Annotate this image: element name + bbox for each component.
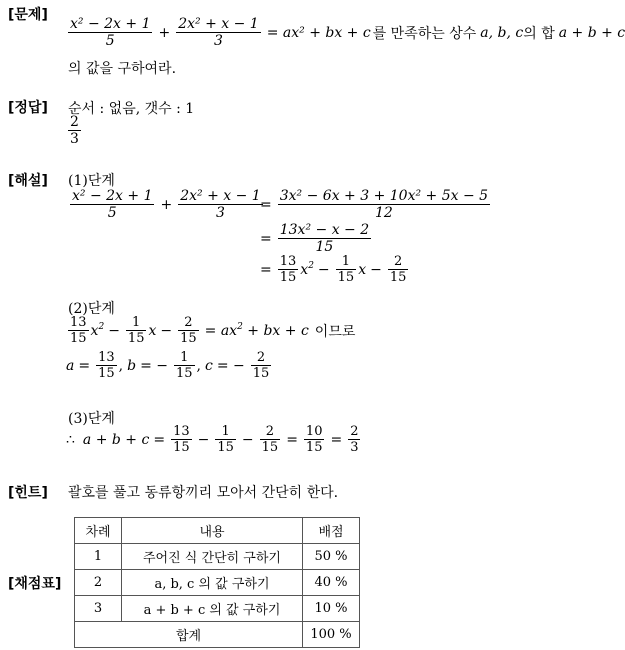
step-1-result-3: = $\frac{13}{15}$ $x^2$ − $\frac{1}{15}$ x − $\frac{2}{15}$ [260,254,407,285]
answer-label: [정답] [8,100,48,116]
problem-label: [문제] [8,7,48,23]
hint-text: 괄호를 풀고 동류항끼리 모아서 간단히 한다. [68,485,339,501]
problem-rhs: = ax² + bx + c [266,24,371,41]
table-row: 1 주어진 식 간단히 구하기 50 % [75,544,360,570]
table-total-row: 합계 100 % [75,622,360,648]
step-2-label: (2)단계 [68,301,115,317]
rubric-label: [채점표] [8,576,62,592]
problem-fraction-2: $\frac{\text{2x² + x − 1}}{3}$ [178,16,259,49]
answer-meta: 순서 : 없음, 갯수 : 1 [68,101,195,117]
rubric-table [74,517,360,648]
answer-value: $\frac{2}{3}$ [70,114,79,147]
problem-fraction-1: $\frac{\text{x² − 2x + 1}}{5}$ [70,16,151,49]
step-2-equation: $\frac{13}{15}$ $x^2$ − $\frac{1}{15}$ x − $\frac{2}{15}$ = $ax^2$ + bx + c 이므로 [70,315,356,346]
problem-equation: $\frac{\text{x² − 2x + 1}}{5}$ + $\frac{\text{2x² + x − 1}}{3}$ = ax² + bx + c 를 만족하는 상수 a, b, c 의 합 a + b + c [70,16,625,49]
solution-label: [해설] [8,173,48,189]
step-1-label: (1)단계 [68,173,115,189]
problem-text-1: 를 만족하는 상수 [372,25,477,42]
step-1-result-1: = $\frac{\text{3x² − 6x + 3 + 10x² + 5x − 5}}{12}$ [260,188,489,221]
step-3-label: (3)단계 [68,411,115,427]
step-1-result-2: = $\frac{\text{13x² − x − 2}}{15}$ [260,222,370,255]
table-row: 2 a, b, c 의 값 구하기 40 % [75,570,360,596]
step-3-equation: ∴ a + b + c = $\frac{13}{15}$ − $\frac{1}{15}$ − $\frac{2}{15}$ = $\frac{10}{15}$ = $\frac{2}{3}$ [66,424,359,455]
problem-vars: a, b, c [480,24,524,41]
problem-line-2: 의 값을 구하여라. [68,61,177,77]
step-2-values: a = $\frac{13}{15}$ , b = − $\frac{1}{15}$ , c = − $\frac{2}{15}$ [66,350,270,381]
step-1-line-1: $\frac{\text{x² − 2x + 1}}{5}$ + $\frac{\text{2x² + x − 1}}{3}$ [72,188,261,221]
problem-sum: a + b + c [558,24,625,41]
table-row: 3 a + b + c 의 값 구하기 10 % [75,596,360,622]
hint-label: [힌트] [8,485,48,501]
table-header-row: 차례 내용 배점 [75,518,360,544]
problem-text-2: 의 합 [523,25,555,42]
